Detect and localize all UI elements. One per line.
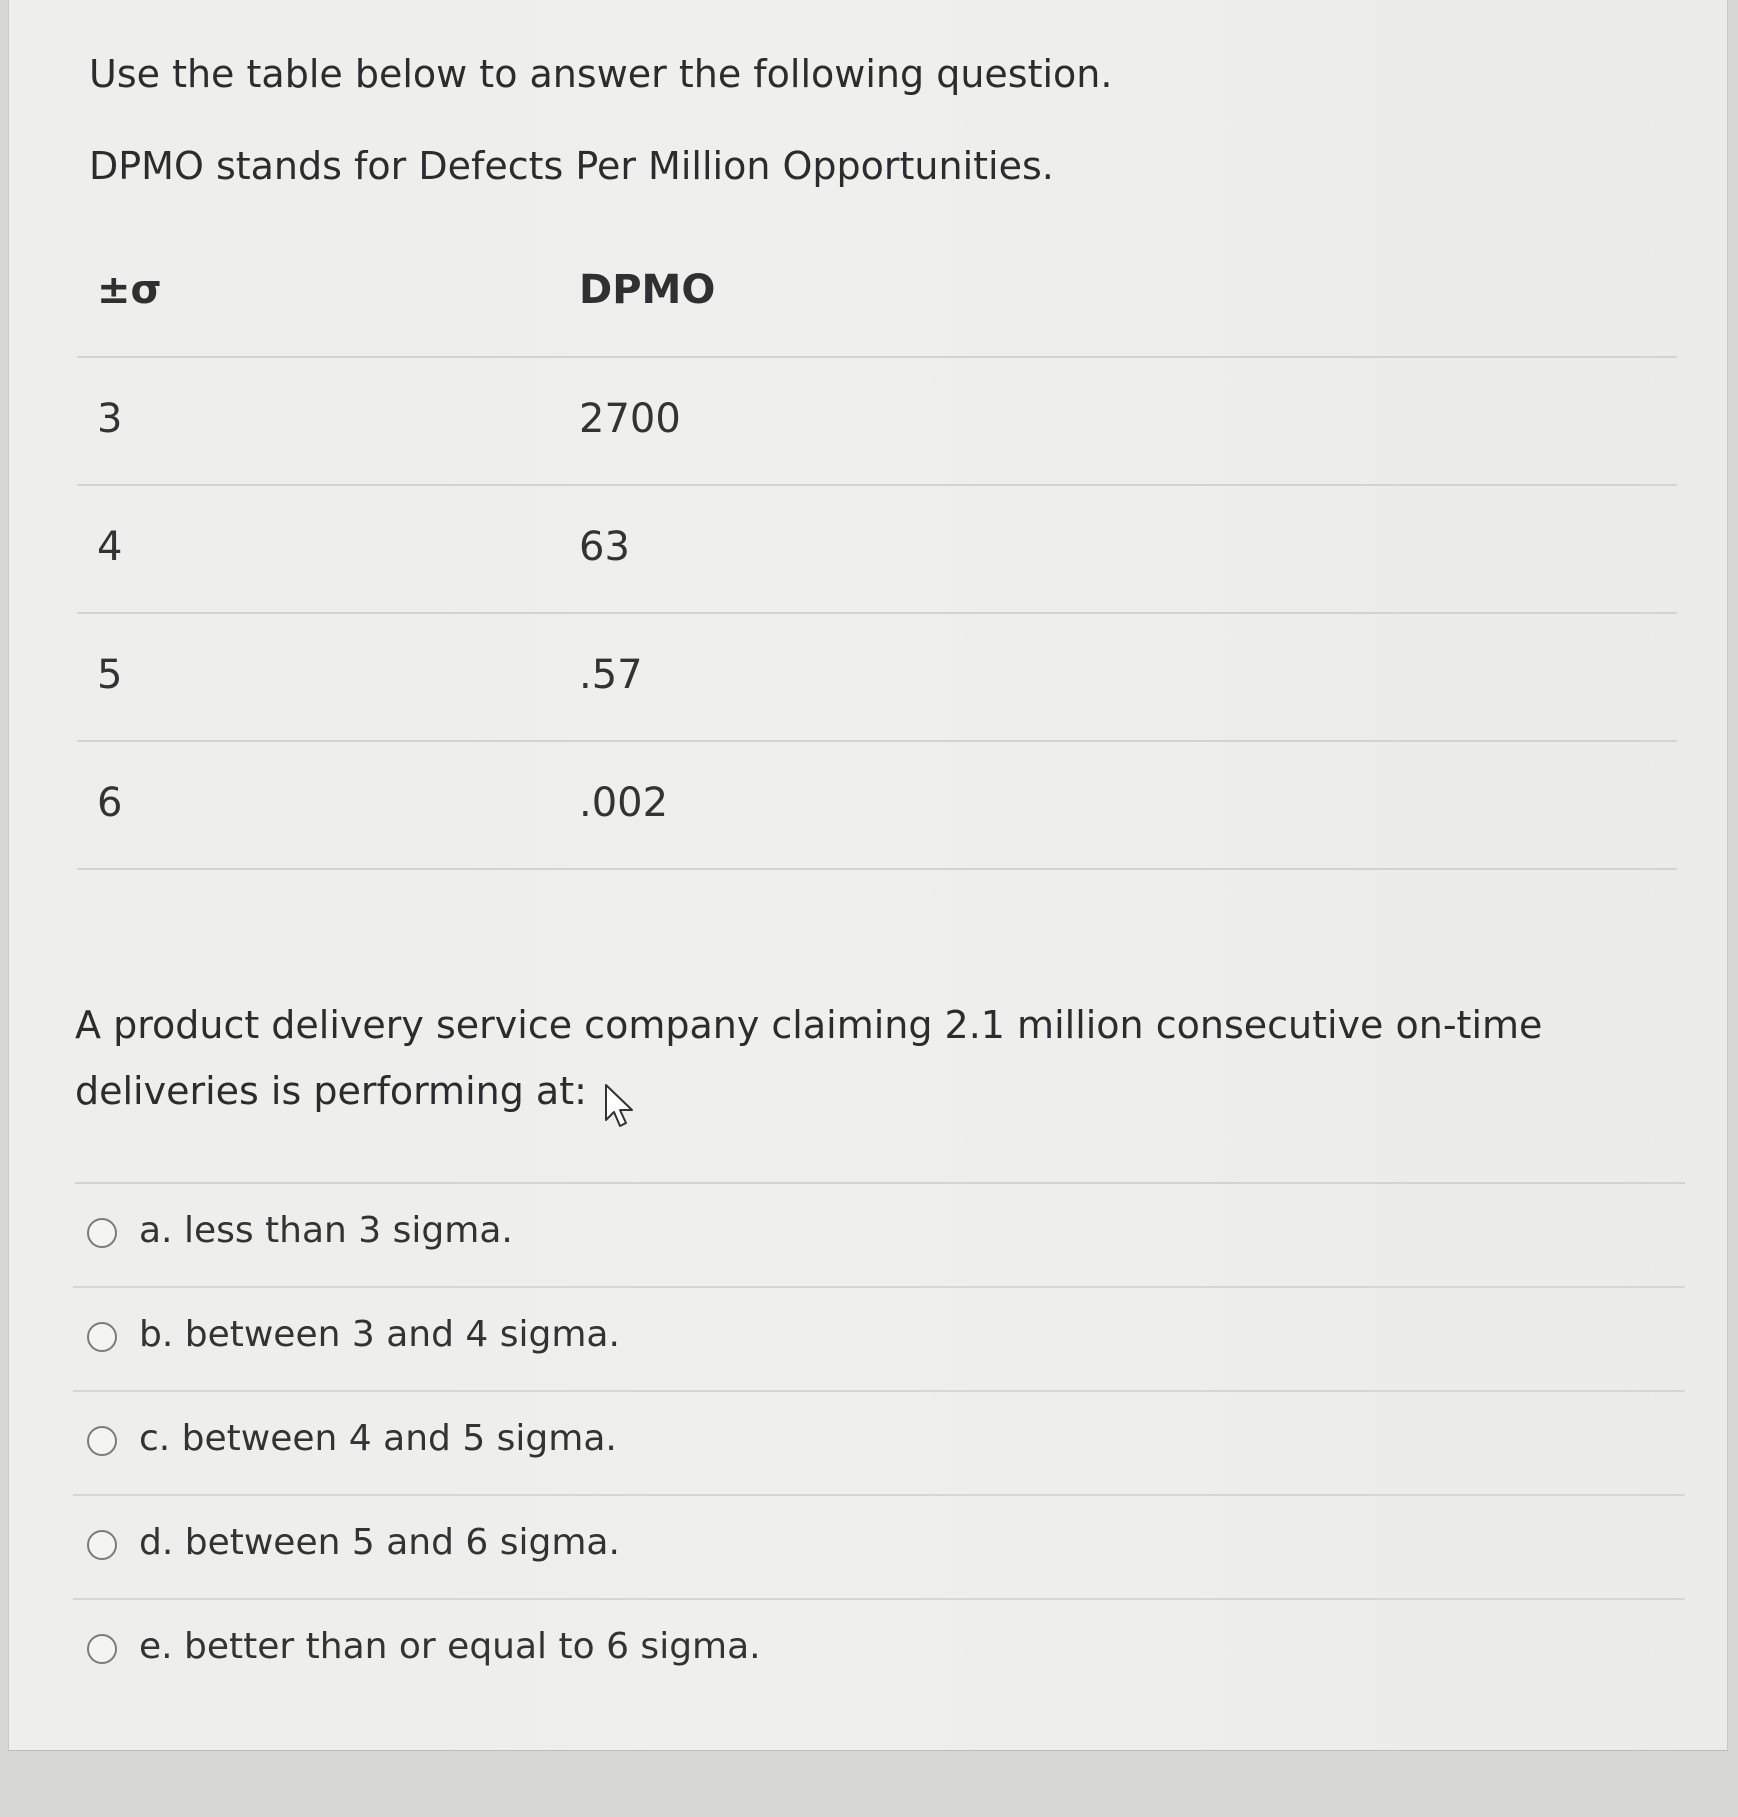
question-text: A product delivery service company claiming 2.1 million consecutive on-time deliveries is performing at: [75,1003,1543,1113]
option-b[interactable] [73,1288,1685,1392]
table-cell-dpmo: 63 [579,524,630,570]
table-cell-dpmo: 2700 [579,396,681,442]
table-header-row [77,232,1677,358]
answer-options [73,1184,1685,1702]
table-row [77,614,1677,742]
intro-instruction: Use the table below to answer the following question. [89,52,1113,96]
table-row [77,358,1677,486]
option-label[interactable]: b. between 3 and 4 sigma. [139,1314,620,1355]
table-row [77,742,1677,870]
radio-unchecked-icon[interactable] [87,1530,117,1560]
table-cell-dpmo: .002 [579,780,669,826]
option-label[interactable]: c. between 4 and 5 sigma. [139,1418,617,1459]
option-e[interactable] [73,1600,1685,1702]
intro-definition: DPMO stands for Defects Per Million Opportunities. [89,144,1054,188]
option-label[interactable]: d. between 5 and 6 sigma. [139,1522,620,1563]
option-label[interactable]: e. better than or equal to 6 sigma. [139,1626,761,1667]
radio-unchecked-icon[interactable] [87,1218,117,1248]
radio-unchecked-icon[interactable] [87,1426,117,1456]
table-cell-dpmo: .57 [579,652,643,698]
radio-unchecked-icon[interactable] [87,1634,117,1664]
table-cell-sigma: 4 [97,524,123,570]
option-label[interactable]: a. less than 3 sigma. [139,1210,513,1251]
table-header-dpmo: DPMO [579,267,716,313]
table-cell-sigma: 3 [97,396,123,442]
table-cell-sigma: 6 [97,780,123,826]
option-a[interactable] [73,1184,1685,1288]
option-d[interactable] [73,1496,1685,1600]
question-panel [8,0,1728,1751]
option-c[interactable] [73,1392,1685,1496]
table-row [77,486,1677,614]
radio-unchecked-icon[interactable] [87,1322,117,1352]
dpmo-table [77,232,1677,870]
mouse-pointer-hand-icon [603,1082,643,1132]
table-header-sigma: ±σ [97,267,162,313]
table-cell-sigma: 5 [97,652,123,698]
